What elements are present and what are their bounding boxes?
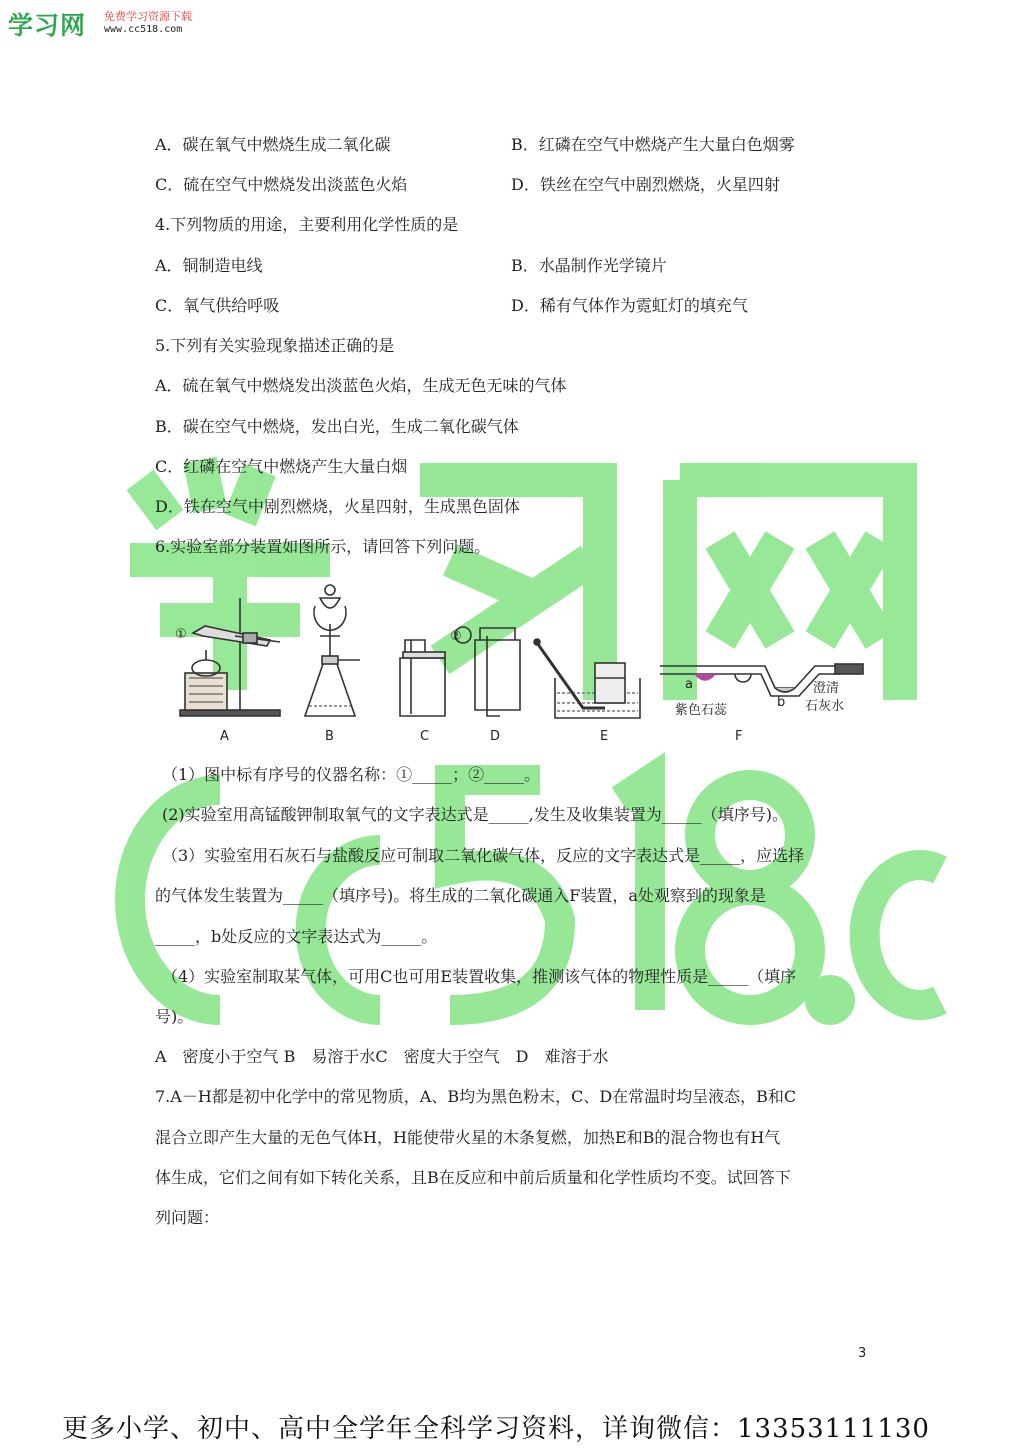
figure-label-b: B	[325, 729, 334, 744]
figure-label-a: A	[220, 729, 229, 744]
logo-text: 学习网	[8, 11, 87, 40]
q6-part4-line2: 号)。	[155, 1007, 194, 1026]
logo-url: www.cc518.com	[104, 24, 183, 35]
q5-stem: 5.下列有关实验现象描述正确的是	[155, 336, 395, 355]
q5-option-a: A．硫在氧气中燃烧发出淡蓝色火焰，生成无色无味的气体	[155, 376, 567, 395]
apparatus-a	[180, 598, 280, 716]
page-number: 3	[858, 1346, 867, 1361]
q3-option-b: B．红磷在空气中燃烧产生大量白色烟雾	[511, 135, 795, 154]
q6-part2: (2)实验室用高锰酸钾制取氧气的文字表达式是_____,发生及收集装置为_____（填序号)。	[162, 805, 788, 824]
q6-part3-line2: 的气体发生装置为_____（填序号)。将生成的二氧化碳通入F装置，a处观察到的现象是	[155, 886, 766, 905]
q4-option-a: A．铜制造电线	[155, 256, 263, 275]
apparatus-c	[400, 640, 445, 716]
figure-label-f: F	[735, 729, 743, 744]
logo-tagline: 免费学习资源下载	[104, 10, 192, 23]
figure-label-e: E	[600, 729, 609, 744]
site-logo	[8, 6, 218, 42]
q4-option-c: C．氧气供给呼吸	[155, 296, 280, 315]
q6-part4-line1: （4）实验室制取某气体，可用C也可用E装置收集，推测该气体的物理性质是_____（填序	[162, 967, 797, 986]
apparatus-figure	[175, 578, 865, 748]
q7-line4: 列问题：	[155, 1208, 220, 1227]
q7-line2: 混合立即产生大量的无色气体H，H能使带火星的木条复燃，加热E和B的混合物也有H气	[155, 1128, 781, 1147]
q7-line1: 7.A－H都是初中化学中的常见物质，A、B均为黑色粉末，C、D在常温时均呈液态，B和C	[155, 1087, 797, 1106]
q6-part1: （1）图中标有序号的仪器名称：①_____；②_____。	[162, 765, 541, 784]
mark-b: b	[777, 695, 786, 710]
q7-line3: 体生成，它们之间有如下转化关系，且B在反应和中前后质量和化学性质均不变。试回答下	[155, 1168, 791, 1187]
q3-option-d: D．铁丝在空气中剧烈燃烧，火星四射	[511, 175, 780, 194]
q6-part3-line3: _____，b处反应的文字表达式为_____。	[155, 927, 438, 946]
q5-option-c: C．红磷在空气中燃烧产生大量白烟	[155, 457, 408, 476]
mark-2: ②	[450, 629, 462, 644]
q5-option-d: D．铁在空气中剧烈燃烧，火星四射，生成黑色固体	[155, 497, 520, 516]
mark-1: ①	[175, 627, 187, 642]
apparatus-d	[455, 627, 520, 716]
q3-option-c: C．硫在空气中燃烧发出淡蓝色火焰	[155, 175, 408, 194]
q3-option-a: A．碳在氧气中燃烧生成二氧化碳	[155, 135, 391, 154]
q6-stem: 6.实验室部分装置如图所示，请回答下列问题。	[155, 537, 491, 556]
figure-label-d: D	[490, 729, 501, 744]
figure-label-c: C	[420, 729, 430, 744]
footer-contact: 更多小学、初中、高中全学年全科学习资料，详询微信：13353111130	[62, 1414, 930, 1444]
q6-part4-options: A 密度小于空气 B 易溶于水C 密度大于空气 D 难溶于水	[155, 1047, 609, 1066]
limewater-label-2: 石灰水	[805, 699, 845, 714]
limewater-label-1: 澄清	[813, 681, 840, 696]
apparatus-b	[305, 585, 360, 716]
q5-option-b: B．碳在空气中燃烧，发出白光，生成二氧化碳气体	[155, 417, 519, 436]
q6-part3-line1: （3）实验室用石灰石与盐酸反应可制取二氧化碳气体，反应的文字表达式是_____，应选择	[162, 846, 805, 865]
q4-option-d: D．稀有气体作为霓虹灯的填充气	[511, 296, 748, 315]
q4-option-b: B．水晶制作光学镜片	[511, 256, 667, 275]
litmus-label: 紫色石蕊	[675, 703, 728, 718]
apparatus-e	[534, 639, 640, 718]
mark-a: a	[685, 677, 693, 692]
q4-stem: 4.下列物质的用途，主要利用化学性质的是	[155, 215, 459, 234]
